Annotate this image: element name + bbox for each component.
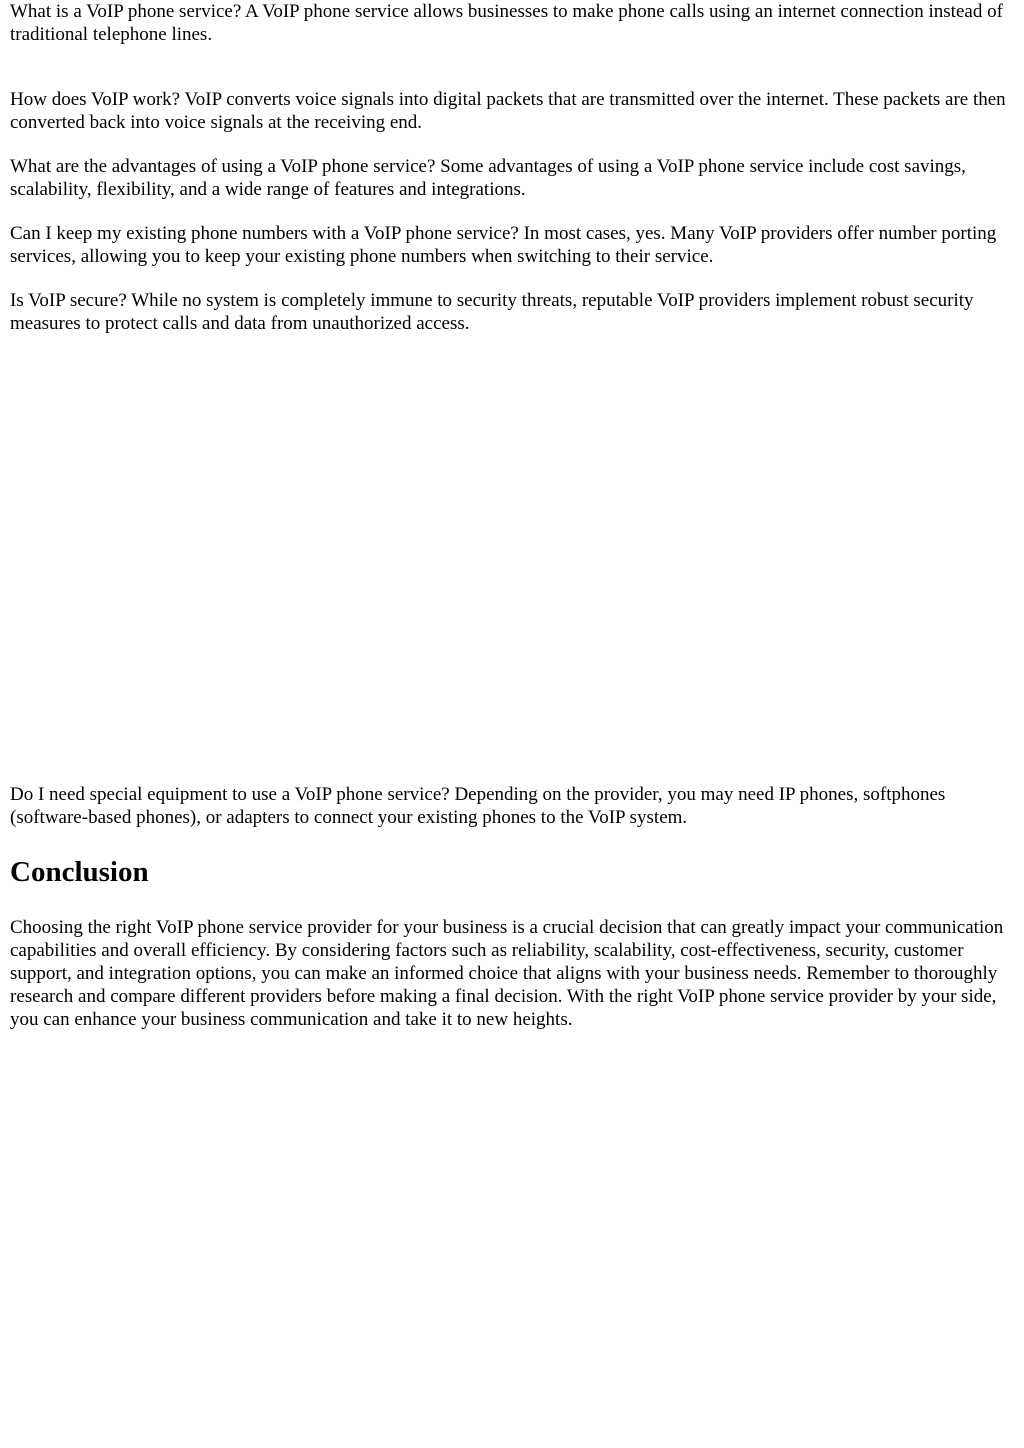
conclusion-paragraph: Choosing the right VoIP phone service provider for your business is a crucial decision that can greatly impact your communication capabilities and overall efficiency. By considering factors such as reliability, scalability, cost-effectiveness, security, customer support, and integration options, you can make an informed choice that aligns with your business needs. Remember to thoroughly research and compare different providers before making a final decision. With the right VoIP phone service provider by your side, you can enhance your business communication and take it to new heights. xyxy=(10,917,1004,1030)
faq-paragraph-advantages: What are the advantages of using a VoIP phone service? Some advantages of using a VoIP phone service include cost savings, scalability, flexibility, and a wide range of features and integrations. xyxy=(10,156,966,200)
faq-paragraph-number-porting: Can I keep my existing phone numbers with a VoIP phone service? In most cases, yes. Many VoIP providers offer number porting services, allowing you to keep your existing phone numbers when switching to their service. xyxy=(10,223,997,267)
faq-paragraph-what-is-voip: What is a VoIP phone service? A VoIP phone service allows businesses to make phone calls using an internet connection instead of traditional telephone lines. xyxy=(10,1,1003,45)
faq-paragraph-how-voip-works: How does VoIP work? VoIP converts voice signals into digital packets that are transmitted over the internet. These packets are then converted back into voice signals at the receiving end. xyxy=(10,89,1006,133)
faq-paragraph-equipment: Do I need special equipment to use a VoIP phone service? Depending on the provider, you may need IP phones, softphones (software-based phones), or adapters to connect your existing phones to the VoIP system. xyxy=(10,784,946,828)
faq-paragraph-security: Is VoIP secure? While no system is completely immune to security threats, reputable VoIP providers implement robust security measures to protect calls and data from unauthorized access. xyxy=(10,290,974,334)
conclusion-heading: Conclusion xyxy=(10,856,149,888)
